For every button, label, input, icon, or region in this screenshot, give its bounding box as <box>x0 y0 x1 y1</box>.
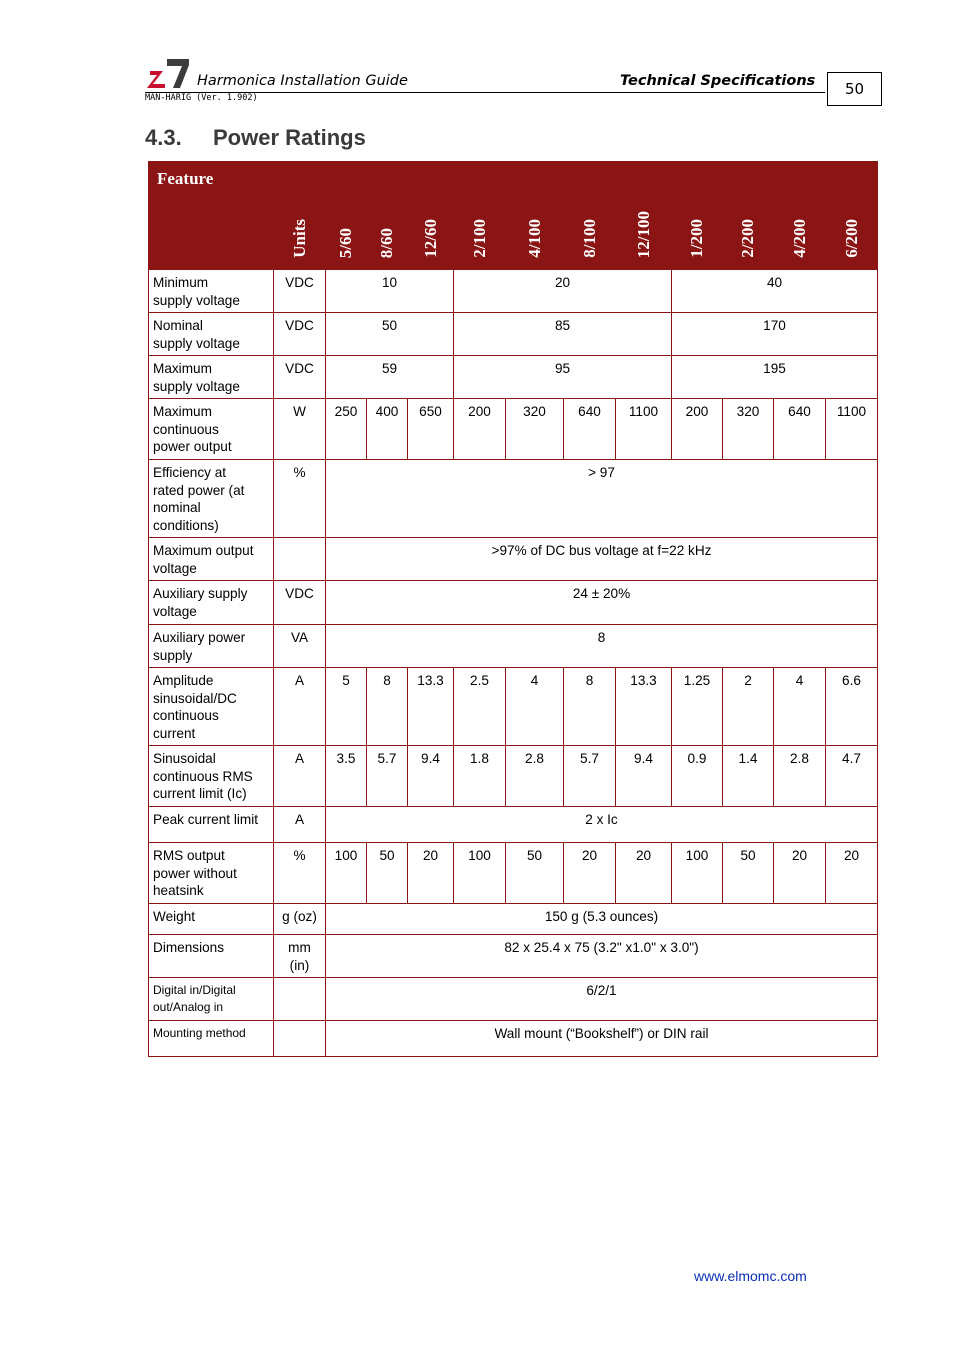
feature-cell: Auxiliary supply voltage <box>149 581 274 625</box>
unit-cell: VDC <box>274 581 326 625</box>
value-cell: 3.5 <box>326 746 367 807</box>
elmo-logo <box>147 58 189 88</box>
value-cell: 2.5 <box>454 668 506 746</box>
unit-cell <box>274 1021 326 1057</box>
value-cell: 5 <box>326 668 367 746</box>
model-header-label: 2/100 <box>469 219 489 258</box>
unit-cell: % <box>274 843 326 904</box>
value-cell: 1.25 <box>672 668 723 746</box>
model-header <box>774 162 826 270</box>
model-header-label: 12/100 <box>633 210 653 258</box>
feature-cell: Maximum supply voltage <box>149 356 274 399</box>
value-cell: 8 <box>367 668 408 746</box>
feature-cell: Efficiency at rated power (at nominal conditions) <box>149 460 274 538</box>
value-cell: 100 <box>326 843 367 904</box>
unit-cell: A <box>274 807 326 843</box>
page-heading <box>145 125 366 151</box>
model-header <box>454 162 506 270</box>
table-row <box>149 1021 878 1057</box>
value-cell: 8 <box>564 668 616 746</box>
units-header-label: Units <box>289 219 309 258</box>
feature-cell: Minimum supply voltage <box>149 270 274 313</box>
unit-cell: W <box>274 399 326 460</box>
table-row <box>149 270 878 313</box>
value-cell: > 97 <box>326 460 878 538</box>
feature-cell: Auxiliary power supply <box>149 625 274 668</box>
table-row <box>149 313 878 356</box>
model-header-label: 4/100 <box>524 219 544 258</box>
unit-cell: VA <box>274 625 326 668</box>
value-cell: 20 <box>616 843 672 904</box>
value-cell: 13.3 <box>616 668 672 746</box>
feature-cell: Weight <box>149 904 274 935</box>
value-cell: 1100 <box>826 399 878 460</box>
unit-cell: mm (in) <box>274 935 326 978</box>
value-cell: 95 <box>454 356 672 399</box>
table-row <box>149 904 878 935</box>
table-header-row <box>149 162 878 270</box>
value-cell: 20 <box>408 843 454 904</box>
feature-cell: Maximum output voltage <box>149 538 274 581</box>
value-cell: 640 <box>564 399 616 460</box>
table-row <box>149 538 878 581</box>
unit-cell: % <box>274 460 326 538</box>
value-cell: 5.7 <box>564 746 616 807</box>
table-row <box>149 460 878 538</box>
value-cell: 50 <box>506 843 564 904</box>
value-cell: Wall mount (“Bookshelf”) or DIN rail <box>326 1021 878 1057</box>
model-header-label: 2/200 <box>738 219 757 258</box>
table-row <box>149 356 878 399</box>
feature-cell: Sinusoidal continuous RMS current limit (Ic) <box>149 746 274 807</box>
value-cell: 5.7 <box>367 746 408 807</box>
value-cell: 50 <box>367 843 408 904</box>
model-header-label: 6/200 <box>841 219 861 258</box>
value-cell: 1100 <box>616 399 672 460</box>
value-cell: 195 <box>672 356 878 399</box>
table-row <box>149 978 878 1021</box>
value-cell: 40 <box>672 270 878 313</box>
feature-cell: Amplitude sinusoidal/DC continuous current <box>149 668 274 746</box>
model-header-label: 5/60 <box>336 227 355 258</box>
value-cell: 6/2/1 <box>326 978 878 1021</box>
value-cell: 100 <box>672 843 723 904</box>
feature-cell: Dimensions <box>149 935 274 978</box>
power-ratings-table <box>148 161 878 1057</box>
value-cell: 2.8 <box>506 746 564 807</box>
table-row <box>149 399 878 460</box>
value-cell: 20 <box>826 843 878 904</box>
table-row <box>149 807 878 843</box>
feature-cell: Nominal supply voltage <box>149 313 274 356</box>
value-cell: 200 <box>454 399 506 460</box>
value-cell: 320 <box>723 399 774 460</box>
unit-cell: VDC <box>274 270 326 313</box>
value-cell: 150 g (5.3 ounces) <box>326 904 878 935</box>
value-cell: 9.4 <box>408 746 454 807</box>
heading-title: Power Ratings <box>213 125 366 150</box>
model-header <box>367 162 408 270</box>
value-cell: 6.6 <box>826 668 878 746</box>
value-cell: 20 <box>454 270 672 313</box>
value-cell: 4.7 <box>826 746 878 807</box>
value-cell: 50 <box>326 313 454 356</box>
value-cell: 650 <box>408 399 454 460</box>
page-number: 50 <box>827 72 882 106</box>
value-cell: 640 <box>774 399 826 460</box>
value-cell: 170 <box>672 313 878 356</box>
document-title: Harmonica Installation Guide <box>197 73 408 89</box>
value-cell: 4 <box>774 668 826 746</box>
units-header <box>274 162 326 270</box>
value-cell: 4 <box>506 668 564 746</box>
feature-cell: Maximum continuous power output <box>149 399 274 460</box>
value-cell: 8 <box>326 625 878 668</box>
section-title: Technical Specifications <box>620 73 816 89</box>
value-cell: 100 <box>454 843 506 904</box>
value-cell: 400 <box>367 399 408 460</box>
value-cell: 10 <box>326 270 454 313</box>
value-cell: 250 <box>326 399 367 460</box>
model-header <box>672 162 723 270</box>
value-cell: 320 <box>506 399 564 460</box>
model-header <box>723 162 774 270</box>
heading-number: 4.3. <box>145 125 182 150</box>
value-cell: 82 x 25.4 x 75 (3.2" x1.0" x 3.0") <box>326 935 878 978</box>
value-cell: 2 x Ic <box>326 807 878 843</box>
value-cell: 59 <box>326 356 454 399</box>
value-cell: >97% of DC bus voltage at f=22 kHz <box>326 538 878 581</box>
value-cell: 24 ± 20% <box>326 581 878 625</box>
unit-cell: A <box>274 668 326 746</box>
unit-cell: A <box>274 746 326 807</box>
model-header <box>826 162 878 270</box>
value-cell: 2.8 <box>774 746 826 807</box>
model-header-label: 8/100 <box>579 219 599 258</box>
value-cell: 50 <box>723 843 774 904</box>
value-cell: 1.4 <box>723 746 774 807</box>
model-header <box>506 162 564 270</box>
value-cell: 20 <box>774 843 826 904</box>
value-cell: 0.9 <box>672 746 723 807</box>
value-cell: 1.8 <box>454 746 506 807</box>
model-header-label: 8/60 <box>377 227 396 258</box>
value-cell: 2 <box>723 668 774 746</box>
table-row <box>149 935 878 978</box>
feature-cell: Peak current limit <box>149 807 274 843</box>
value-cell: 9.4 <box>616 746 672 807</box>
value-cell: 200 <box>672 399 723 460</box>
table-row <box>149 668 878 746</box>
feature-header: Feature <box>149 162 274 270</box>
table-row <box>149 843 878 904</box>
model-header <box>408 162 454 270</box>
feature-cell: Mounting method <box>149 1021 274 1057</box>
model-header-label: 4/200 <box>789 219 809 258</box>
unit-cell <box>274 538 326 581</box>
feature-cell: Digital in/Digital out/Analog in <box>149 978 274 1021</box>
model-header <box>616 162 672 270</box>
footer-website-link[interactable]: www.elmomc.com <box>694 1268 807 1284</box>
feature-cell: RMS output power without heatsink <box>149 843 274 904</box>
value-cell: 13.3 <box>408 668 454 746</box>
unit-cell <box>274 978 326 1021</box>
document-version: MAN-HARIG (Ver. 1.902) <box>145 93 258 103</box>
model-header <box>564 162 616 270</box>
unit-cell: VDC <box>274 356 326 399</box>
model-header-label: 1/200 <box>687 219 706 258</box>
model-header <box>326 162 367 270</box>
unit-cell: g (oz) <box>274 904 326 935</box>
model-header-label: 12/60 <box>420 219 440 258</box>
value-cell: 85 <box>454 313 672 356</box>
table-row <box>149 746 878 807</box>
table-row <box>149 625 878 668</box>
table-row <box>149 581 878 625</box>
value-cell: 20 <box>564 843 616 904</box>
unit-cell: VDC <box>274 313 326 356</box>
